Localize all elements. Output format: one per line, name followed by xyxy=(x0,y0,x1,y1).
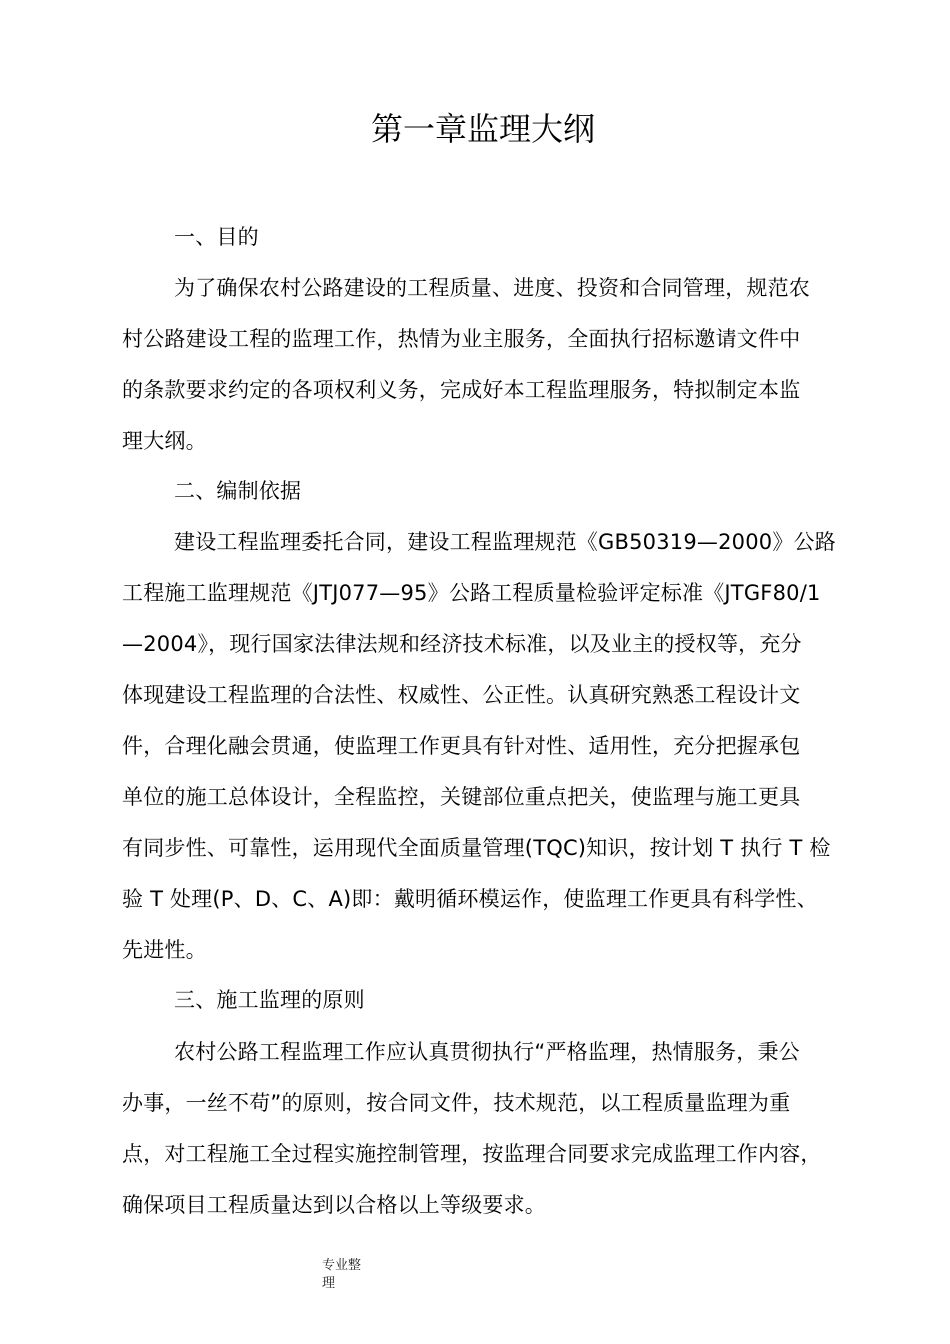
paragraph-line: 件，合理化融会贯通，使监理工作更具有针对性、适用性，充分把握承包 xyxy=(122,734,801,758)
page-title: 第一章监理大纲 xyxy=(370,110,595,148)
paragraph-line: 村公路建设工程的监理工作，热情为业主服务，全面执行招标邀请文件中 xyxy=(122,327,801,351)
paragraph-line: 体现建设工程监理的合法性、权威性、公正性。认真研究熟悉工程设计文 xyxy=(122,683,801,707)
footer-text-continued: 理 xyxy=(322,1276,336,1291)
paragraph-line: 工程施工监理规范《JTJ077—95》公路工程质量检验评定标准《JTGF80/1 xyxy=(122,581,821,605)
paragraph-line: 理大纲。 xyxy=(122,429,207,453)
paragraph-line: 确保项目工程质量达到以合格以上等级要求。 xyxy=(122,1193,546,1217)
paragraph-line: 验 T 处理(P、D、C、A)即：戴明循环模运作，使监理工作更具有科学性、 xyxy=(122,887,818,911)
paragraph-line: 有同步性、可靠性，运用现代全面质量管理(TQC)知识，按计划 T 执行 T 检 xyxy=(122,836,831,860)
section-heading-basis: 二、编制依据 xyxy=(174,479,302,503)
footer-text: 专业整 xyxy=(322,1258,362,1273)
paragraph-line: 为了确保农村公路建设的工程质量、进度、投资和合同管理，规范农 xyxy=(174,276,810,300)
paragraph-line: 单位的施工总体设计，全程监控，关键部位重点把关，使监理与施工更具 xyxy=(122,785,801,809)
paragraph-line: —2004》，现行国家法律法规和经济技术标准，以及业主的授权等，充分 xyxy=(122,632,802,656)
paragraph-line: 农村公路工程监理工作应认真贯彻执行“严格监理，热情服务，秉公 xyxy=(174,1040,800,1064)
paragraph-line: 先进性。 xyxy=(122,938,207,962)
paragraph-line: 的条款要求约定的各项权利义务，完成好本工程监理服务，特拟制定本监 xyxy=(122,378,801,402)
section-heading-purpose: 一、目的 xyxy=(174,225,259,249)
paragraph-line: 点，对工程施工全过程实施控制管理，按监理合同要求完成监理工作内容， xyxy=(122,1142,822,1166)
paragraph-line: 建设工程监理委托合同，建设工程监理规范《GB50319—2000》公路 xyxy=(174,530,836,554)
paragraph-line: 办事，一丝不苟”的原则，按合同文件，技术规范，以工程质量监理为重 xyxy=(122,1091,791,1115)
section-heading-principles: 三、施工监理的原则 xyxy=(174,988,365,1012)
